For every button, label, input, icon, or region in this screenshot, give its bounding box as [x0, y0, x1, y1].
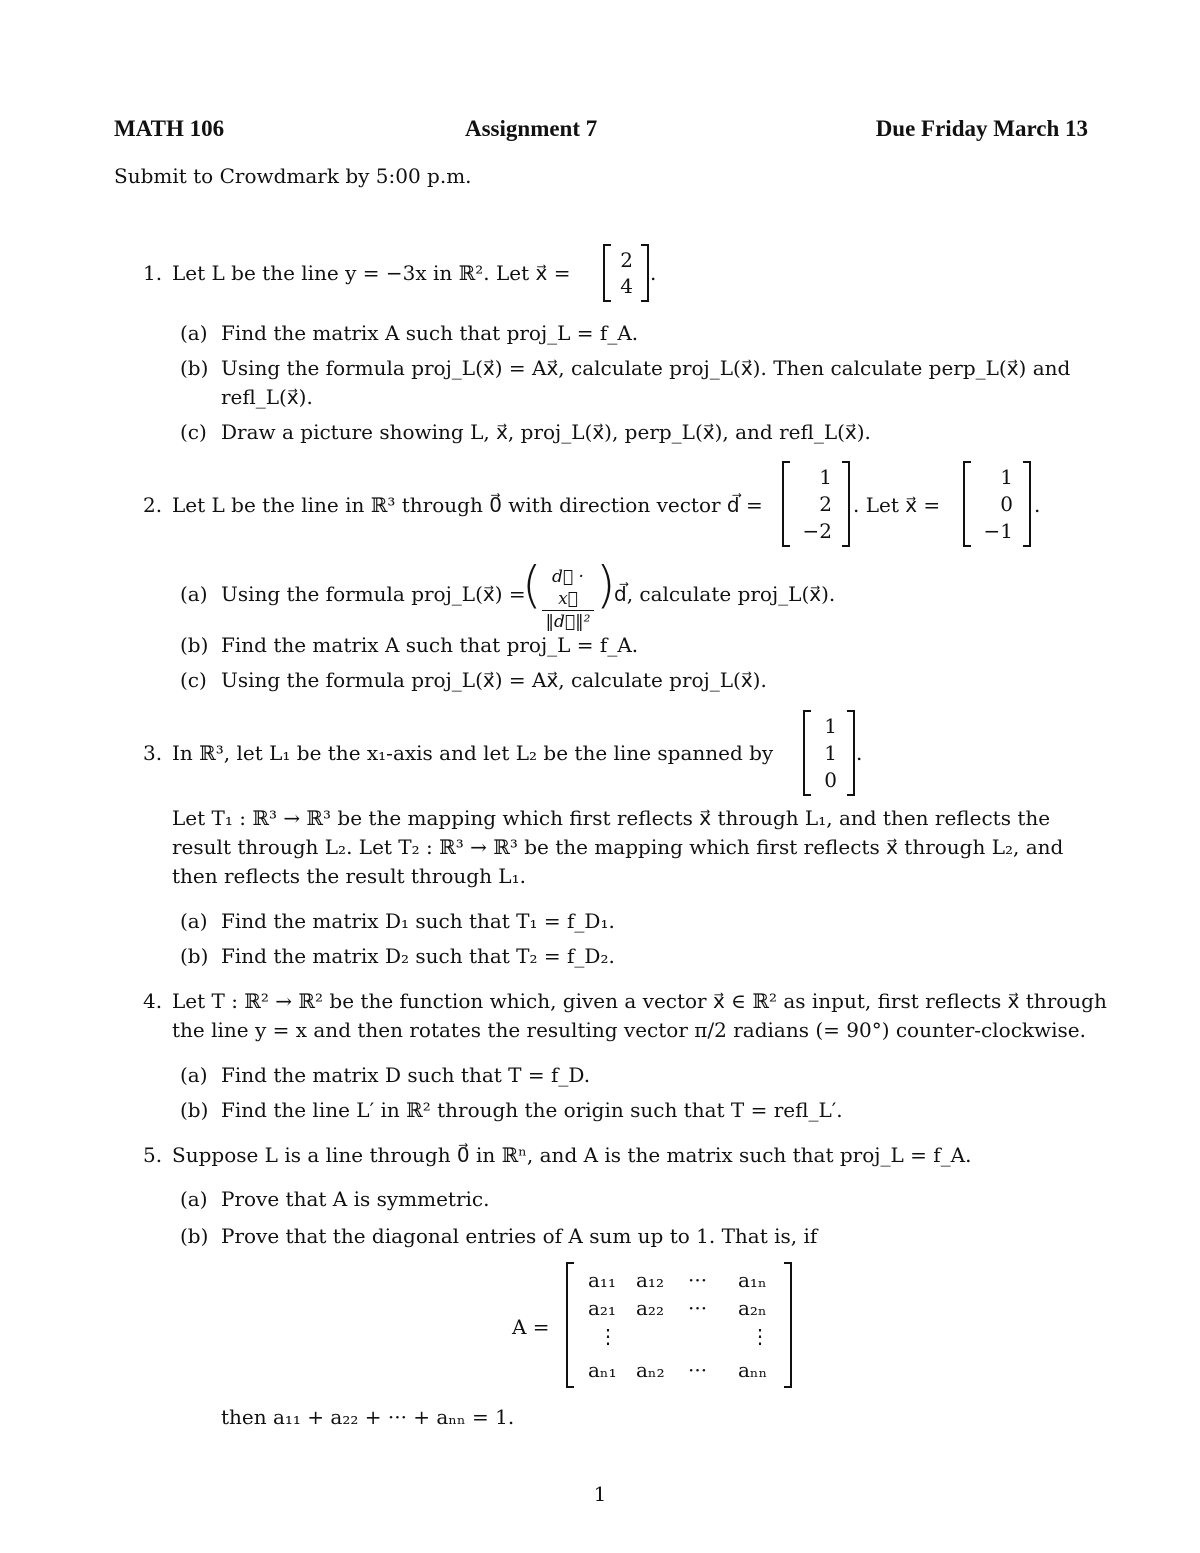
q4-para-line-2: the line y = x and then rotates the resulting vector π/2 radians (= 90°) counter-clockwise. [172, 1018, 1086, 1042]
q5b-text: Prove that the diagonal entries of A sum up to 1. That is, if [221, 1224, 818, 1248]
q3b-text: Find the matrix D₂ such that T₂ = f_D₂. [221, 944, 615, 968]
matrix-entry: ··· [688, 1358, 708, 1382]
q2-x-entry: 1 [1000, 465, 1013, 489]
q2a-denominator: ‖d⃗‖² [545, 612, 591, 632]
matrix-entry: a₂₂ [636, 1296, 664, 1320]
q3-vector-entry: 1 [824, 741, 837, 765]
q4a-text: Find the matrix D such that T = f_D. [221, 1063, 591, 1087]
q2c-label: (c) [180, 668, 207, 692]
q3-vector-entry: 1 [824, 714, 837, 738]
course-code: MATH 106 [114, 116, 225, 141]
q2-direction-vector [782, 463, 850, 545]
q2-d-entry: 2 [819, 492, 832, 516]
assignment-title: Assignment 7 [465, 116, 598, 141]
q1-vector [603, 246, 649, 300]
assignment-page: MATH 106 Assignment 7 Due Friday March 13 Submit to Crowdmark by 5:00 p.m. 1. Let L be the line y = −3x in ℝ². Let x⃗ = 2 4 . (a) Find the matrix A such that proj_L = f_A. (b) Using the formula proj_L(x⃗) = Ax⃗, calculate proj_L(x⃗). Then calculate perp_L(x⃗) and refl_L(x⃗). (c) Draw a picture showing L, x⃗, proj_L(x⃗), perp_L(x⃗), and refl_L(x⃗). 2. Let L be the line in ℝ³ through 0⃗ with direction vector d⃗ = 1 2 −2 . Let x⃗ = 1 0 −1 . (a) Using the formula proj_L(x⃗) = ( d⃗ · x⃗ ‖d⃗‖² ) d⃗, calculate proj_L(x⃗). (b) Find the matrix A such that proj_L = f_A. (c) Using the formula proj_L(x⃗) = Ax⃗, calculate proj_L(x⃗). 3. In ℝ³, let L₁ be the x₁-axis and let L₂ be the line spanned by 1 1 0 . Let T₁ : ℝ³ → ℝ³ be the mapping which first reflects x⃗ through L₁, and then reflects the result through L₂. Let T₂ : ℝ³ → ℝ³ be the mapping which first reflects x⃗ through L₂, and then reflects the result through L₁. (a) Find the matrix D₁ such that T₁ = f_D₁. (b) Find the matrix D₂ such that T₂ = f_D₂. 4. Let T : ℝ² → ℝ² be the function which, given a vector x⃗ ∈ ℝ² as input, first reflects x⃗ through the line y = x and then rotates the resulting vector π/2 radians (= 90°) counter-clockwise. (a) Find the matrix D such that T = f_D. (b) Find the line L′ in ℝ² through the origin such that T = refl_L′. 5. Suppose L is a line through 0⃗ in ℝⁿ, and A is the matrix such that proj_L = f_A. (a) Prove that A is symmetric. (b) Prove that the diagonal entries of A sum up to 1. That is, if A = a₁₁ a₁₂ ··· a₁ₙ a₂₁ a₂₂ ··· a₂ₙ ⋮ ⋮ aₙ₁ aₙ₂ ··· aₙₙ then a₁₁ + a₂₂ + ··· + aₙₙ = 1. 1 [0, 0, 1200, 1553]
q2a-pre: Using the formula proj_L(x⃗) = [221, 582, 526, 606]
q5-matrix-lhs: A = [512, 1315, 550, 1339]
matrix-entry: ⋮ [598, 1324, 618, 1348]
q1c-text: Draw a picture showing L, x⃗, proj_L(x⃗), perp_L(x⃗), and refl_L(x⃗). [221, 420, 871, 444]
q1b-text: Using the formula proj_L(x⃗) = Ax⃗, calculate proj_L(x⃗). Then calculate perp_L(x⃗) and [221, 356, 1071, 380]
q3-para-line-1: Let T₁ : ℝ³ → ℝ³ be the mapping which first reflects x⃗ through L₁, and then reflects the [172, 806, 1051, 830]
q3-para-line-2: result through L₂. Let T₂ : ℝ³ → ℝ³ be the mapping which first reflects x⃗ through L₂, and [172, 835, 1064, 859]
matrix-entry: a₂ₙ [738, 1296, 767, 1320]
q2-d-entry: −2 [802, 519, 832, 543]
q5a-label: (a) [180, 1187, 208, 1211]
q2-d-entry: 1 [819, 465, 832, 489]
q5-number: 5. [143, 1143, 163, 1167]
q2a-post: d⃗, calculate proj_L(x⃗). [614, 582, 836, 606]
matrix-entry: a₁₂ [636, 1268, 664, 1292]
q4-para-line-1: Let T : ℝ² → ℝ² be the function which, given a vector x⃗ ∈ ℝ² as input, first reflects x⃗ through [172, 989, 1107, 1013]
q3b-label: (b) [180, 944, 209, 968]
q2-mid: . Let x⃗ = [853, 493, 941, 517]
q5-matrix [566, 1264, 792, 1386]
q3-stem: In ℝ³, let L₁ be the x₁-axis and let L₂ be the line spanned by [172, 741, 774, 765]
q1-vector-entry: 2 [620, 248, 633, 272]
q1-number: 1. [143, 261, 163, 285]
q3-number: 3. [143, 741, 163, 765]
q5a-text: Prove that A is symmetric. [221, 1187, 490, 1211]
q3a-label: (a) [180, 909, 208, 933]
matrix-entry: ⋮ [750, 1324, 770, 1348]
q3-span-vector [803, 712, 855, 794]
q2b-label: (b) [180, 633, 209, 657]
q4-number: 4. [143, 989, 163, 1013]
due-date: Due Friday March 13 [875, 116, 1088, 141]
page-number: 1 [593, 1482, 607, 1506]
matrix-entry: a₁₁ [588, 1268, 616, 1292]
q2c-text: Using the formula proj_L(x⃗) = Ax⃗, calculate proj_L(x⃗). [221, 668, 767, 692]
q4b-text: Find the line L′ in ℝ² through the origin such that T = refl_L′. [221, 1098, 843, 1122]
q1a-text: Find the matrix A such that proj_L = f_A. [221, 321, 639, 345]
matrix-entry: ··· [688, 1268, 708, 1292]
page-header [114, 116, 1088, 146]
matrix-entry: ··· [688, 1296, 708, 1320]
q1b-label: (b) [180, 356, 209, 380]
matrix-entry: aₙₙ [738, 1358, 768, 1382]
q1a-label: (a) [180, 321, 208, 345]
q1b-text-cont: refl_L(x⃗). [221, 385, 313, 409]
q5-conclusion: then a₁₁ + a₂₂ + ··· + aₙₙ = 1. [221, 1405, 515, 1429]
q2b-text: Find the matrix A such that proj_L = f_A. [221, 633, 639, 657]
q2-x-entry: 0 [1000, 492, 1013, 516]
q1-stem: Let L be the line y = −3x in ℝ². Let x⃗ = [172, 261, 571, 285]
q5-stem: Suppose L is a line through 0⃗ in ℝⁿ, and A is the matrix such that proj_L = f_A. [172, 1143, 972, 1167]
q2a-label: (a) [180, 582, 208, 606]
q2-x-vector [963, 463, 1031, 545]
q2-x-entry: −1 [983, 519, 1013, 543]
q4a-label: (a) [180, 1063, 208, 1087]
submit-note: Submit to Crowdmark by 5:00 p.m. [114, 164, 472, 188]
q1-vector-entry: 4 [620, 274, 633, 298]
q3-para-line-3: then reflects the result through L₁. [172, 864, 526, 888]
q4b-label: (b) [180, 1098, 209, 1122]
q2-number: 2. [143, 493, 163, 517]
matrix-entry: a₂₁ [588, 1296, 616, 1320]
q3-vector-entry: 0 [824, 768, 837, 792]
q5b-label: (b) [180, 1224, 209, 1248]
q2-stem: Let L be the line in ℝ³ through 0⃗ with direction vector d⃗ = [172, 493, 763, 517]
q2a-fraction [540, 566, 596, 633]
matrix-entry: aₙ₁ [588, 1358, 617, 1382]
matrix-entry: aₙ₂ [636, 1358, 665, 1382]
q3a-text: Find the matrix D₁ such that T₁ = f_D₁. [221, 909, 615, 933]
q1c-label: (c) [180, 420, 207, 444]
q2a-numerator: d⃗ · x⃗ [552, 567, 584, 609]
matrix-entry: a₁ₙ [738, 1268, 767, 1292]
